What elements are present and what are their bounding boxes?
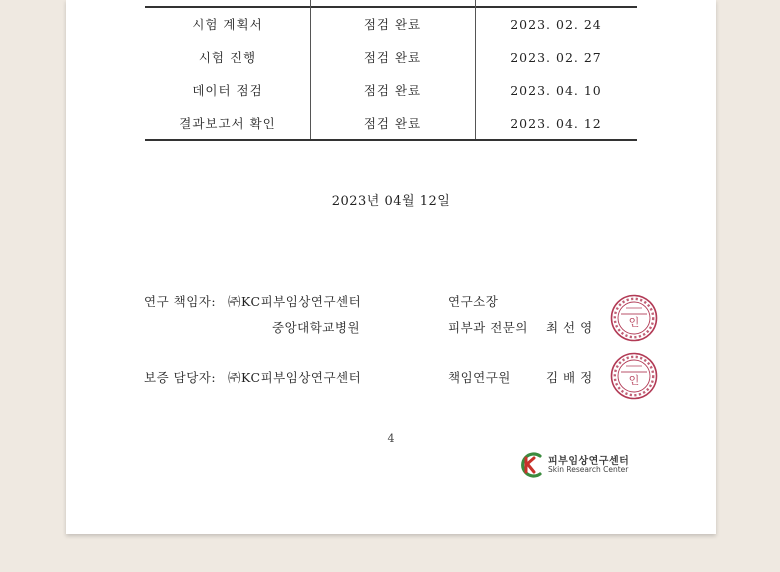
inspection-table [145,0,637,141]
research-lead-org: ㈜KC피부임상연구센터 [228,294,362,309]
qa-title: 책임연구원 [448,370,511,385]
task-cell: 시험 진행 [198,50,257,65]
director-name: 최 선 영 [546,320,593,335]
logo-name-en: Skin Research Center [548,465,629,474]
report-date: 2023년 04월 12일 [331,194,451,209]
director-role: 피부과 전문의 [448,320,528,335]
qa-seal [610,352,658,400]
table-row [145,8,637,41]
task-cell: 결과보고서 확인 [179,116,276,131]
status-cell: 점검 완료 [363,116,422,131]
qa-label: 보증 담당자: [144,370,217,385]
research-lead-label: 연구 책임자: [144,294,217,309]
seal-char: 인 [628,316,640,329]
director-title: 연구소장 [448,294,499,309]
seal-char: 인 [628,374,640,387]
date-cell: 2023. 02. 24 [510,17,602,32]
kc-logo-icon [518,452,546,478]
date-cell: 2023. 04. 12 [510,116,602,131]
status-cell: 점검 완료 [363,83,422,98]
logo-name-kr: 피부임상연구센터 [548,456,630,467]
table-row [145,107,637,140]
status-cell: 점검 완료 [363,50,422,65]
research-lead-org-2: 중앙대학교병원 [272,320,361,335]
task-cell: 시험 계획서 [192,17,263,32]
status-cell: 점검 완료 [363,17,422,32]
qa-org: ㈜KC피부임상연구센터 [228,370,362,385]
task-cell: 데이터 점검 [192,83,263,98]
date-cell: 2023. 02. 27 [510,50,602,65]
company-logo [518,450,638,480]
document-page [66,0,716,534]
page-number: 4 [387,432,395,445]
qa-name: 김 배 정 [546,370,593,385]
table-row [145,74,637,107]
table-bottom-rule [145,139,637,141]
date-cell: 2023. 04. 10 [510,83,602,98]
director-seal [610,294,658,342]
table-row [145,41,637,74]
